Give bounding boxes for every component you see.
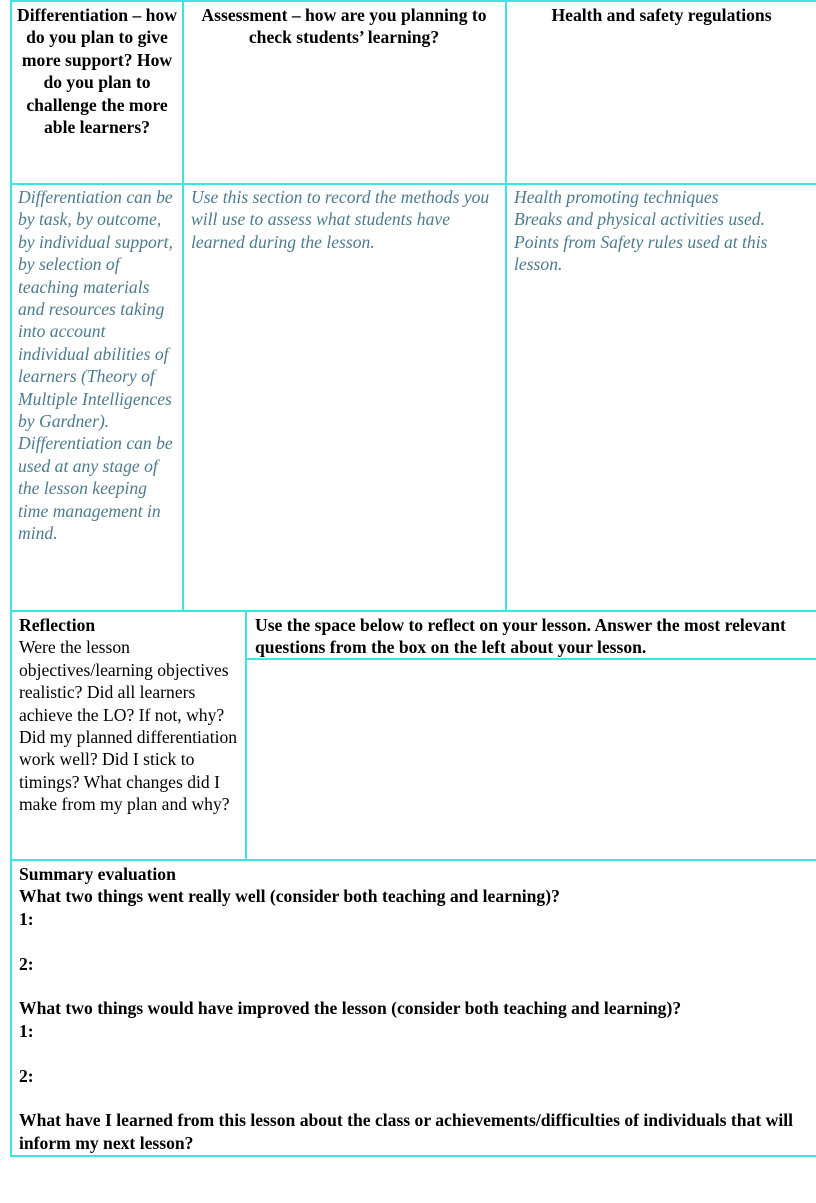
assessment-guidance: Use this section to record the methods you will use to assess what students have learned during the lesson. [191, 187, 490, 252]
summary-title: Summary evaluation [19, 864, 176, 884]
header-row-divider [10, 183, 816, 185]
assessment-header: Assessment – how are you planning to check students’ learning? [201, 5, 487, 48]
summary-evaluation-box [19, 863, 814, 1154]
differentiation-header: Differentiation – how do you plan to give more support? How do you plan to challenge the more able learners? [17, 5, 177, 138]
table-left-border [10, 0, 12, 1157]
column-divider-1 [182, 0, 184, 612]
reflection-questions-box [19, 614, 241, 816]
table-bottom-border [10, 1155, 816, 1157]
learned-question: What have I learned from this lesson about the class or achievements/difficulties of individuals that will inform my next lesson? [19, 1110, 793, 1153]
table-top-border [10, 0, 816, 2]
breaks-activities-line: Breaks and physical activities used. [514, 209, 765, 230]
health-safety-header: Health and safety regulations [551, 5, 772, 25]
improved-item-1[interactable]: 1: [19, 1020, 34, 1041]
spacer [19, 1042, 814, 1064]
went-well-item-2[interactable]: 2: [19, 953, 34, 974]
spacer [19, 975, 814, 997]
spacer [19, 1087, 814, 1109]
reflection-answer-area[interactable] [247, 660, 816, 859]
differentiation-guidance: Differentiation can be by task, by outcome, by individual support, by selection of teaching materials and resources taking into account individual abilities of learners (Theory of Multiple Intelligences by Gardner). Differentiation can be used at any stage of the lesson keeping time management in mind. [18, 187, 173, 544]
spacer [19, 930, 814, 952]
safety-rules-line: Points from Safety rules used at this lesson. [514, 231, 768, 275]
reflection-instruction: Use the space below to reflect on your lesson. Answer the most relevant questions from the box on the left about your lesson. [255, 615, 786, 658]
improved-item-2[interactable]: 2: [19, 1065, 34, 1086]
health-promoting-line: Health promoting techniques [514, 187, 719, 207]
reflection-questions: Were the lesson objectives/learning objectives realistic? Did all learners achieve the LO? If not, why? Did my planned differentiation work well? Did I stick to timings? What changes did I make from my plan and why? [19, 637, 238, 815]
health-safety-guidance [514, 186, 814, 276]
improved-question: What two things would have improved the lesson (consider both teaching and learning)? [19, 998, 682, 1019]
column-divider-2 [505, 0, 507, 612]
went-well-item-1[interactable]: 1: [19, 908, 34, 929]
reflection-title: Reflection [19, 615, 96, 635]
went-well-question: What two things went really well (consider both teaching and learning)? [19, 886, 560, 907]
guidance-row-divider [10, 610, 816, 612]
reflection-row-divider [10, 859, 816, 861]
